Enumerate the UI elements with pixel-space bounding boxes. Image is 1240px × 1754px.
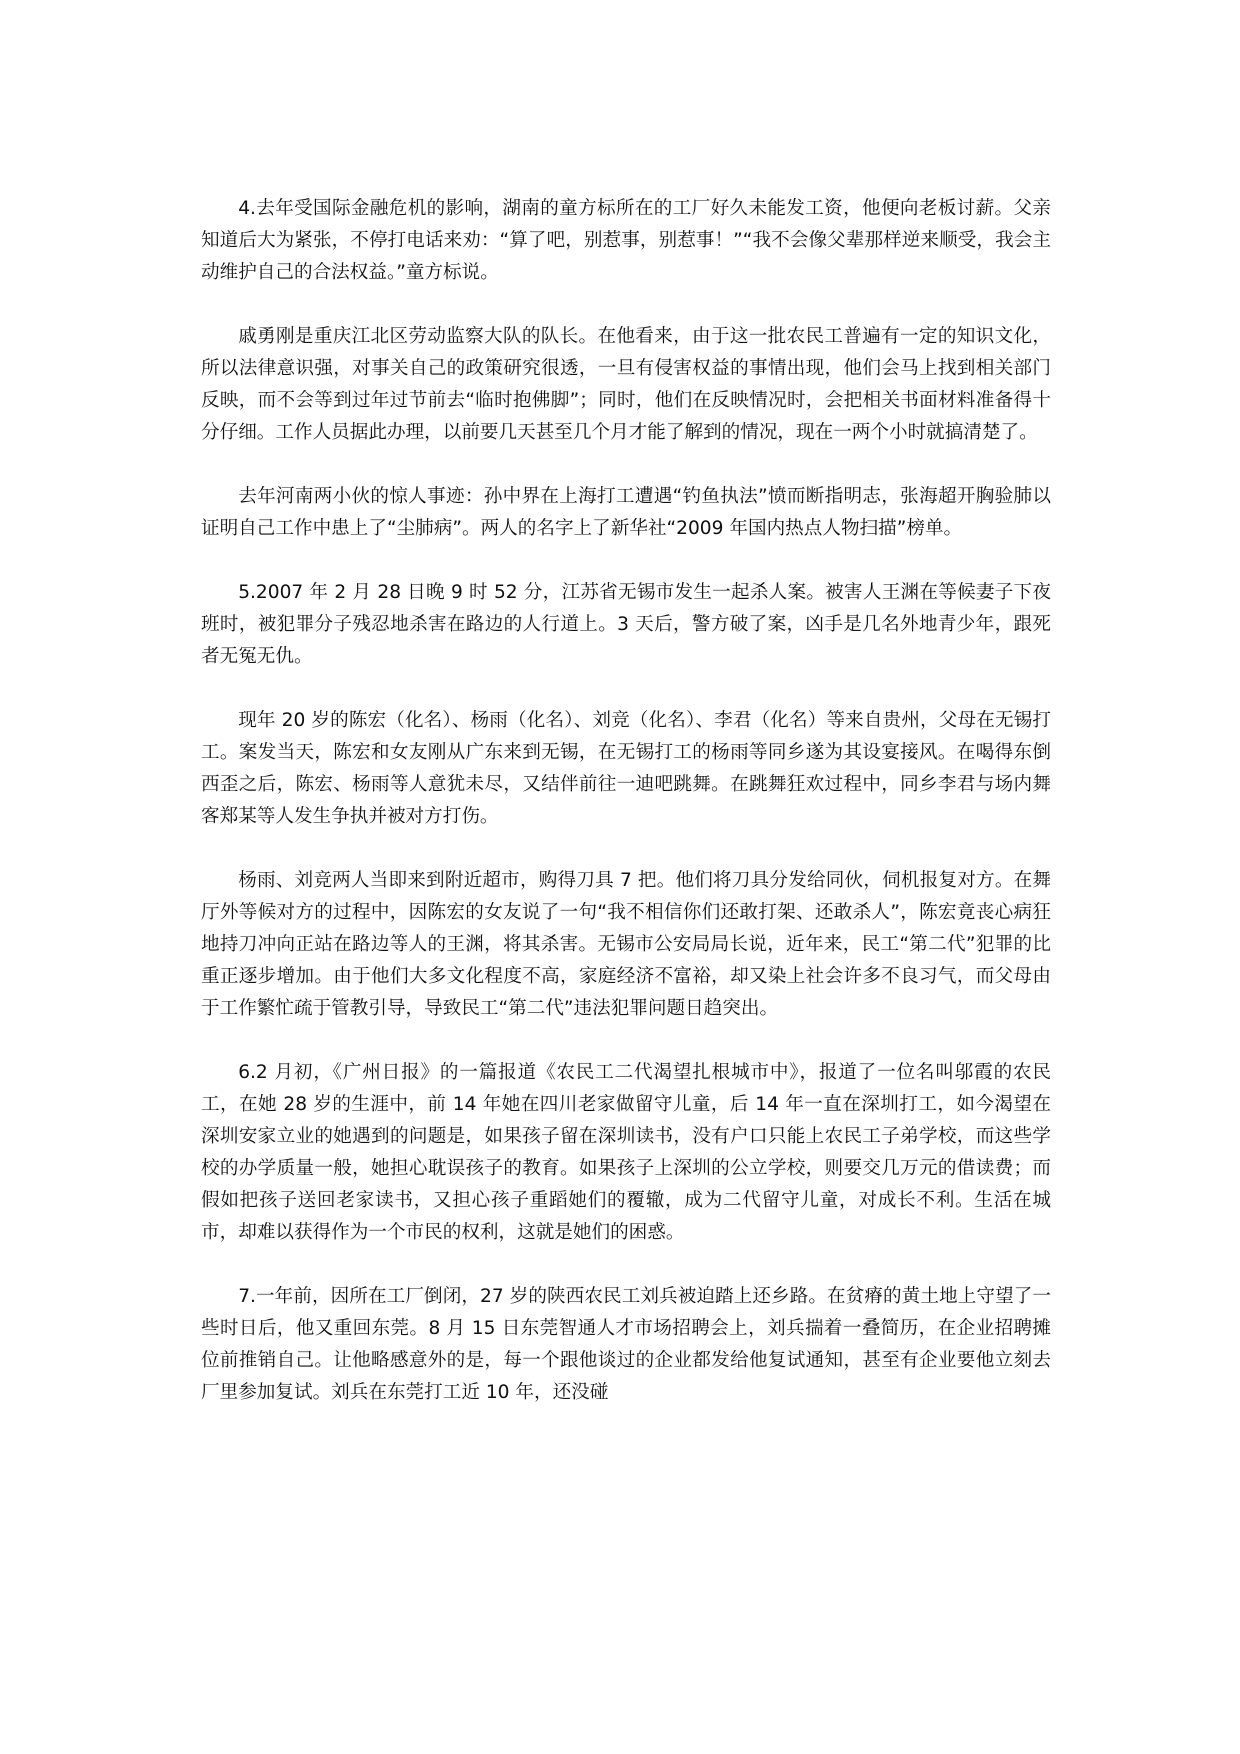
paragraph-1: 4.去年受国际金融危机的影响，湖南的童方标所在的工厂好久未能发工资，他便向老板讨薪。父亲知道后大为紧张，不停打电话来劝：“算了吧，别惹事，别惹事！”“我不会像父辈那样逆来顺受，我会主动维护自己的合法权益。”童方标说。	[201, 198, 1051, 283]
paragraph-6: 杨雨、刘竞两人当即来到附近超市，购得刀具 7 把。他们将刀具分发给同伙，伺机报复对方。在舞厅外等候对方的过程中，因陈宏的女友说了一句“我不相信你们还敢打架、还敢杀人”，陈宏竟丧心病狂地持刀冲向正站在路边等人的王渊，将其杀害。无锡市公安局局长说，近年来，民工“第二代”犯罪的比重正逐步增加。由于他们大多文化程度不高，家庭经济不富裕，却又染上社会许多不良习气，而父母由于工作繁忙疏于管教引导，导致民工“第二代”违法犯罪问题日趋突出。	[201, 870, 1051, 1019]
paragraph-5: 现年 20 岁的陈宏（化名）、杨雨（化名）、刘竞（化名）、李君（化名）等来自贵州，父母在无锡打工。案发当天，陈宏和女友刚从广东来到无锡，在无锡打工的杨雨等同乡遂为其设宴接风。在喝得东倒西歪之后，陈宏、杨雨等人意犹未尽，又结伴前往一迪吧跳舞。在跳舞狂欢过程中，同乡李君与场内舞客郑某等人发生争执并被对方打伤。	[201, 710, 1051, 827]
paragraph-2: 戚勇刚是重庆江北区劳动监察大队的队长。在他看来，由于这一批农民工普遍有一定的知识文化，所以法律意识强，对事关自己的政策研究很透，一旦有侵害权益的事情出现，他们会马上找到相关部门反映，而不会等到过年过节前去“临时抱佛脚”；同时，他们在反映情况时，会把相关书面材料准备得十分仔细。工作人员据此办理，以前要几天甚至几个月才能了解到的情况，现在一两个小时就搞清楚了。	[201, 326, 1051, 443]
paragraph-4: 5.2007 年 2 月 28 日晚 9 时 52 分，江苏省无锡市发生一起杀人案。被害人王渊在等候妻子下夜班时，被犯罪分子残忍地杀害在路边的人行道上。3 天后，警方破了案，凶手是几名外地青少年，跟死者无冤无仇。	[201, 582, 1051, 667]
paragraph-8: 7.一年前，因所在工厂倒闭，27 岁的陕西农民工刘兵被迫踏上还乡路。在贫瘠的黄土地上守望了一些时日后，他又重回东莞。8 月 15 日东莞智通人才市场招聘会上，刘兵揣着一叠简历，在企业招聘摊位前推销自己。让他略感意外的是，每一个跟他谈过的企业都发给他复试通知，甚至有企业要他立刻去厂里参加复试。刘兵在东莞打工近 10 年，还没碰	[201, 1286, 1051, 1403]
paragraph-7: 6.2 月初，《广州日报》的一篇报道《农民工二代渴望扎根城市中》，报道了一位名叫邬霞的农民工，在她 28 岁的生涯中，前 14 年她在四川老家做留守儿童，后 14 年一直在深圳打工，如今渴望在深圳安家立业的她遇到的问题是，如果孩子留在深圳读书，没有户口只能上农民工子弟学校，而这些学校的办学质量一般，她担心耽误孩子的教育。如果孩子上深圳的公立学校，则要交几万元的借读费；而假如把孩子送回老家读书，又担心孩子重蹈她们的覆辙，成为二代留守儿童，对成长不利。生活在城市，却难以获得作为一个市民的权利，这就是她们的困惑。	[201, 1062, 1051, 1243]
document-body	[201, 193, 1051, 1441]
paragraph-3: 去年河南两小伙的惊人事迹：孙中界在上海打工遭遇“钓鱼执法”愤而断指明志，张海超开胸验肺以证明自己工作中患上了“尘肺病”。两人的名字上了新华社“2009 年国内热点人物扫描”榜单。	[201, 486, 1051, 539]
